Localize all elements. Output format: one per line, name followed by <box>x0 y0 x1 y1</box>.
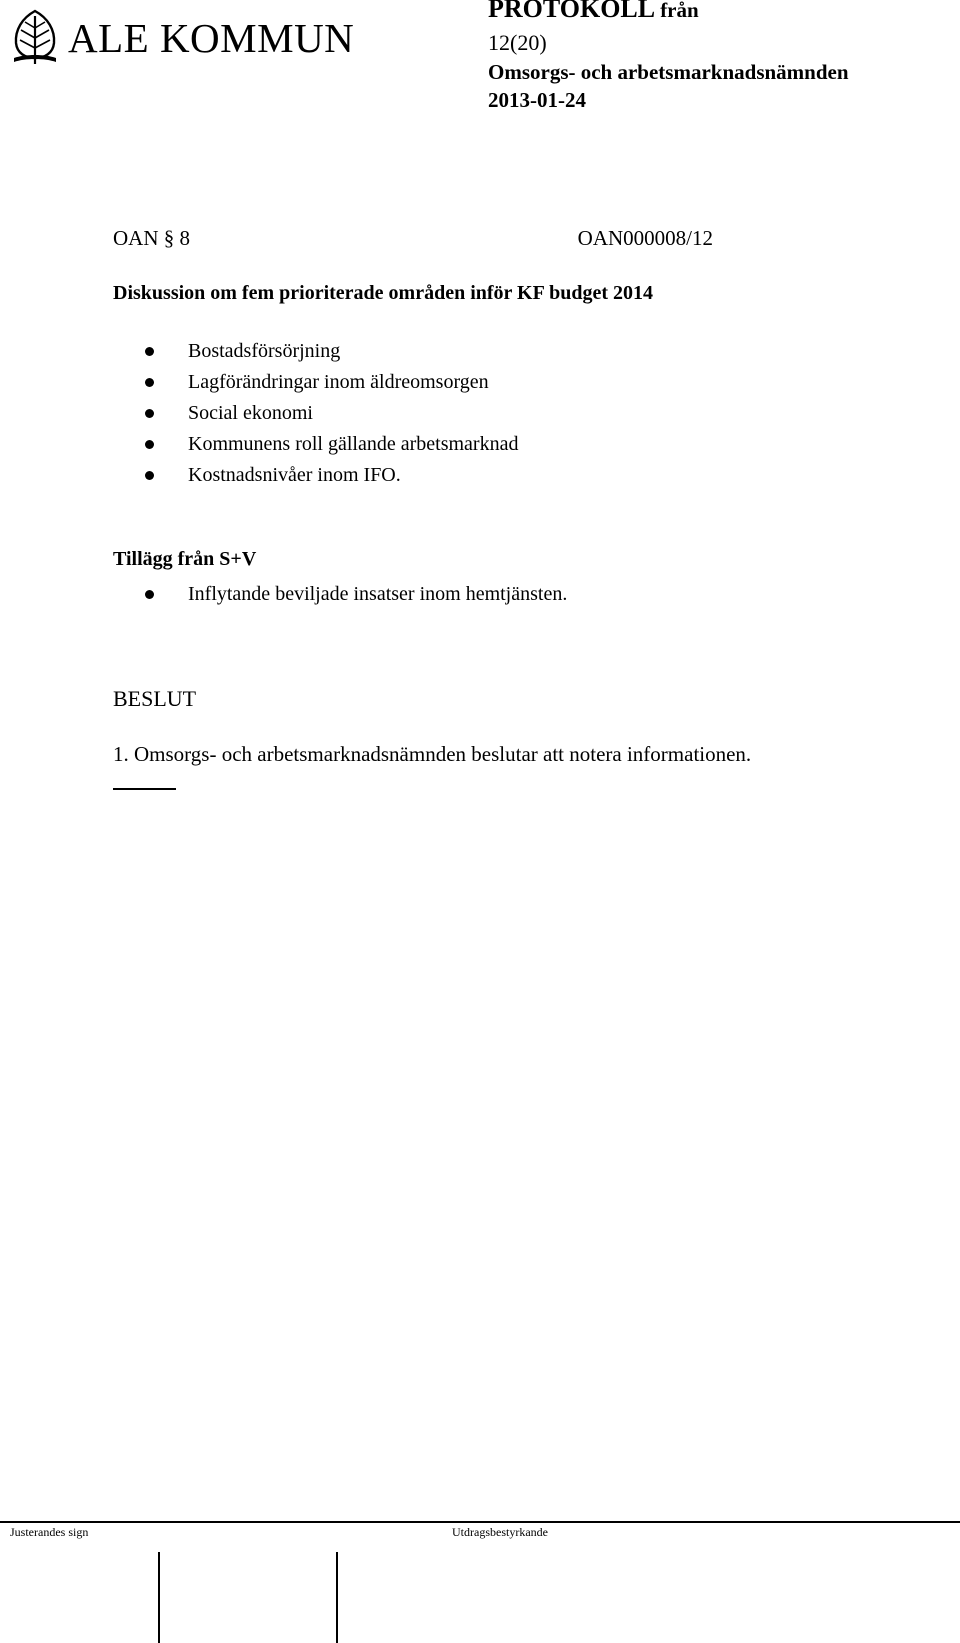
section-end-divider <box>113 788 176 790</box>
extract-label: Utdragsbestyrkande <box>452 1525 548 1539</box>
list-item: Lagförändringar inom äldreomsorgen <box>144 367 518 398</box>
list-item: Kommunens roll gällande arbetsmarknad <box>144 429 518 460</box>
signature-box-divider <box>336 1552 338 1643</box>
birch-leaf-icon <box>10 8 60 66</box>
bullet-icon <box>145 378 154 387</box>
document-type-suffix: från <box>660 0 699 22</box>
section-title: Diskussion om fem prioriterade områden inför KF budget 2014 <box>113 282 653 304</box>
decision-heading: BESLUT <box>113 686 197 711</box>
board-name: Omsorgs- och arbetsmarknadsnämnden <box>488 60 849 84</box>
footer-divider <box>0 1521 960 1523</box>
addition-list <box>144 579 567 610</box>
list-item: Social ekonomi <box>144 398 518 429</box>
case-number: OAN000008/12 <box>577 226 713 250</box>
decision-text: 1. Omsorgs- och arbetsmarknadsnämnden beslutar att notera informationen. <box>113 742 752 766</box>
list-item: Inflytande beviljade insatser inom hemtjänsten. <box>144 579 567 610</box>
bullet-icon <box>145 471 154 480</box>
bullet-icon <box>145 409 154 418</box>
paragraph-number: OAN § 8 <box>113 226 190 250</box>
sign-label: Justerandes sign <box>10 1525 89 1539</box>
list-item: Bostadsförsörjning <box>144 336 518 367</box>
meeting-date: 2013-01-24 <box>488 88 586 112</box>
logo-text: ALE KOMMUN <box>68 15 355 61</box>
list-item: Kostnadsnivåer inom IFO. <box>144 460 518 491</box>
addition-heading: Tillägg från S+V <box>113 548 257 570</box>
municipality-logo <box>10 8 380 68</box>
bullet-icon <box>145 590 154 599</box>
page-number: 12(20) <box>488 30 547 55</box>
priority-list <box>144 336 518 491</box>
signature-box-divider <box>158 1552 160 1643</box>
bullet-icon <box>145 347 154 356</box>
bullet-icon <box>145 440 154 449</box>
paragraph-line <box>113 226 713 251</box>
document-type <box>488 0 699 24</box>
document-type-label: PROTOKOLL <box>488 0 654 23</box>
